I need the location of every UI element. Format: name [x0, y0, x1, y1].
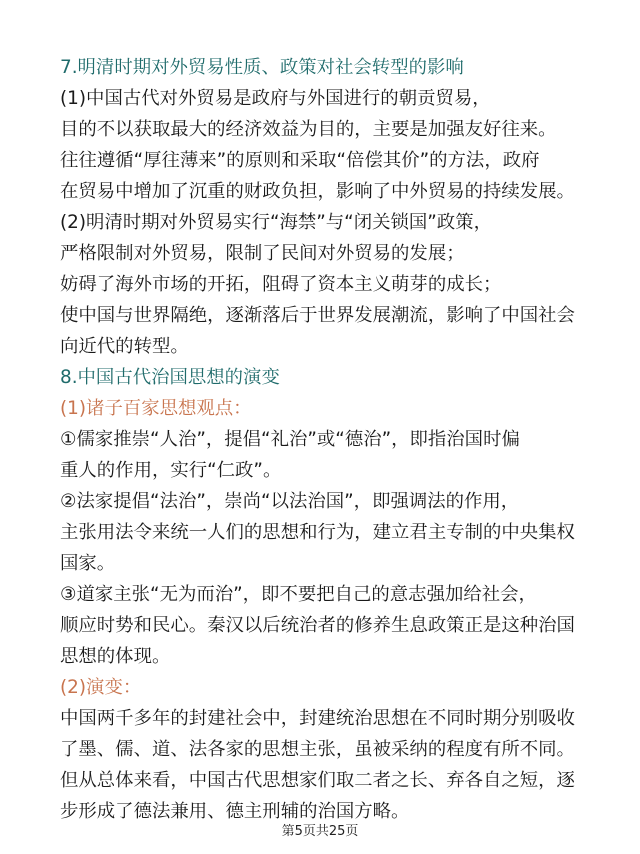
section-7-line-3: 往往遵循“厚往薄来”的原则和采取“倍偿其价”的方法，政府	[60, 150, 540, 171]
section-8-line-7: 顺应时势和民心。秦汉以后统治者的修养生息政策正是这种治国	[60, 615, 575, 636]
section-7-line-8: 使中国与世界隔绝，逐渐落后于世界发展潮流，影响了中国社会	[60, 305, 575, 326]
section-8-line-4: 主张用法令来统一人们的思想和行为，建立君主专制的中央集权	[60, 522, 575, 543]
section-8-line-6: ③道家主张“无为而治”，即不要把自己的意志强加给社会，	[60, 584, 537, 605]
section-8-line-2: 重人的作用，实行“仁政”。	[60, 460, 282, 481]
section-7-line-5: (2)明清时期对外贸易实行“海禁”与“闭关锁国”政策，	[60, 212, 492, 233]
section-8-line-9: 中国两千多年的封建社会中，封建统治思想在不同时期分别吸收	[60, 708, 575, 729]
section-8-line-11: 但从总体来看，中国古代思想家们取二者之长、弃各自之短，逐	[60, 770, 575, 791]
section-8-line-5: 国家。	[60, 553, 116, 574]
section-8-line-10: 了墨、儒、道、法各家的思想主张，虽被采纳的程度有所不同。	[60, 739, 575, 760]
section-8-heading: 8.中国古代治国思想的演变	[60, 367, 280, 388]
section-7-line-6: 严格限制对外贸易，限制了民间对外贸易的发展；	[60, 243, 465, 264]
section-8-line-12: 步形成了德法兼用、德主刑辅的治国方略。	[60, 801, 410, 822]
section-7-heading: 7.明清时期对外贸易性质、政策对社会转型的影响	[60, 57, 464, 78]
section-8-subhead-2: (2)演变：	[60, 677, 142, 698]
section-8-line-1: ①儒家推崇“人治”，提倡“礼治”或“德治”，即指治国时偏	[60, 429, 520, 450]
section-7-line-4: 在贸易中增加了沉重的财政负担，影响了中外贸易的持续发展。	[60, 181, 575, 202]
section-7-line-9: 向近代的转型。	[60, 336, 189, 357]
section-7-line-2: 目的不以获取最大的经济效益为目的，主要是加强友好往来。	[60, 119, 557, 140]
section-8-subhead-1: (1)诸子百家思想观点：	[60, 398, 252, 419]
page-number-footer: 第5页共25页	[281, 824, 359, 839]
section-8-line-8: 思想的体现。	[60, 646, 171, 667]
section-7-line-7: 妨碍了海外市场的开拓，阻碍了资本主义萌芽的成长；	[60, 274, 502, 295]
section-7-line-1: (1)中国古代对外贸易是政府与外国进行的朝贡贸易，	[60, 88, 491, 109]
section-8-line-3: ②法家提倡“法治”，崇尚“以法治国”，即强调法的作用，	[60, 491, 520, 512]
